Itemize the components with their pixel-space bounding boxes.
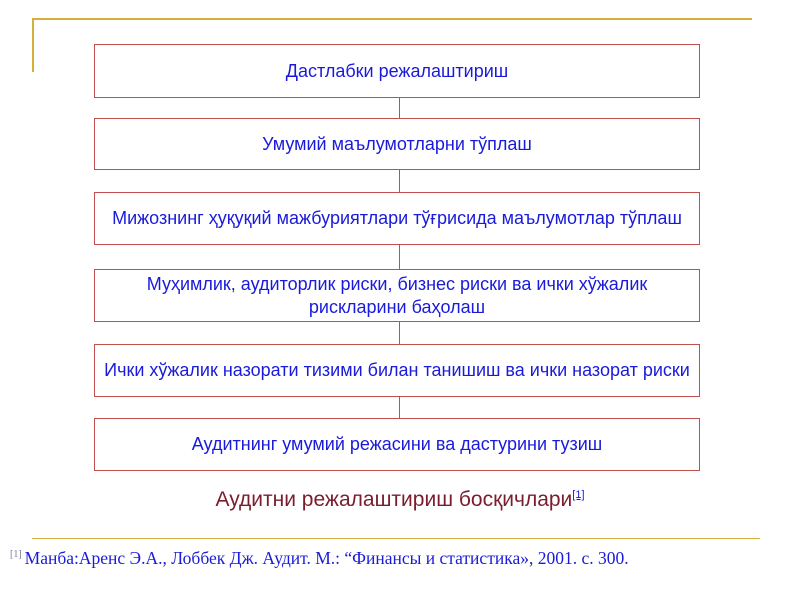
diagram-caption (0, 488, 800, 512)
caption-footnote-link[interactable]: [1] (572, 489, 585, 501)
frame-top-line (32, 18, 752, 20)
footnote-marker: [1] (10, 549, 22, 561)
connector-1-2 (399, 98, 400, 118)
frame-left-line (32, 18, 34, 72)
footnote (10, 548, 629, 569)
footnote-separator (32, 538, 760, 539)
footnote-text: Манба:Аренс Э.А., Лоббек Дж. Аудит. М.: “Финансы и статистика», 2001. с. 300. (24, 548, 629, 568)
step-box-3: Мижознинг ҳуқуқий мажбуриятлари тўғрисида маълумотлар тўплаш (94, 192, 700, 245)
step-box-6: Аудитнинг умумий режасини ва дастурини тузиш (94, 418, 700, 471)
step-box-4: Муҳимлик, аудиторлик риски, бизнес риски ва ички хўжалик рискларини баҳолаш (94, 269, 700, 322)
connector-2-3 (399, 170, 400, 192)
step-box-2: Умумий маълумотларни тўплаш (94, 118, 700, 170)
caption-text: Аудитни режалаштириш босқичлари (215, 488, 573, 511)
connector-4-5 (399, 322, 400, 344)
connector-5-6 (399, 397, 400, 418)
connector-3-4 (399, 245, 400, 269)
step-box-5: Ички хўжалик назорати тизими билан танишиш ва ички назорат риски (94, 344, 700, 397)
step-box-1: Дастлабки режалаштириш (94, 44, 700, 98)
